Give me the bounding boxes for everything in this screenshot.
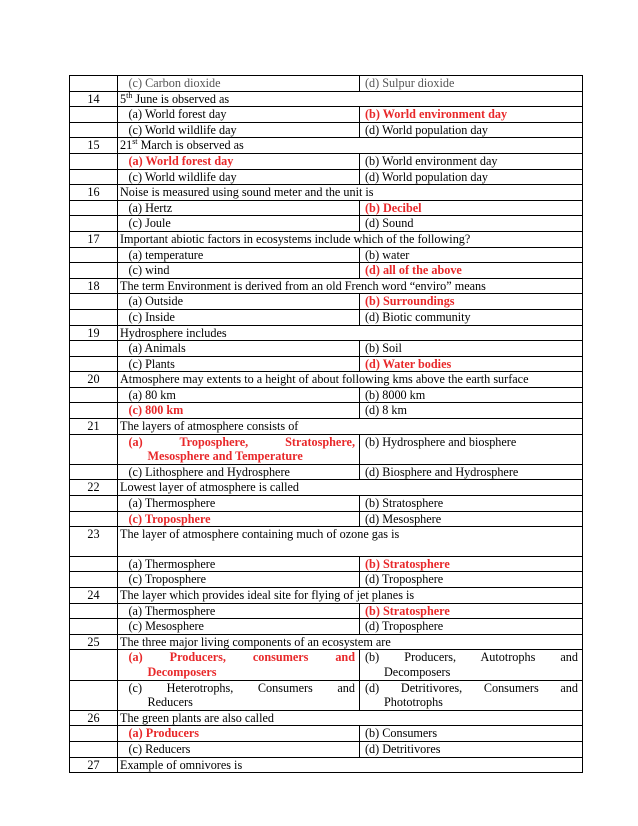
indent-cell — [118, 403, 125, 419]
option-cell — [125, 107, 360, 123]
answer-option: (d) Detritivores, Consumers and Phototrophs — [365, 680, 578, 710]
question-text: Hydrosphere includes — [118, 325, 583, 341]
question-row — [70, 185, 583, 201]
correct-answer-option: (b) Stratosphere — [365, 556, 450, 571]
indent-cell — [118, 263, 125, 279]
indent-cell — [118, 356, 125, 372]
option-row — [70, 356, 583, 372]
option-row — [70, 122, 583, 138]
answer-option: (a) 80 km — [128, 387, 176, 402]
answer-option: (c) Reducers — [128, 741, 191, 756]
question-text: Example of omnivores is — [118, 757, 583, 773]
option-cell — [360, 619, 583, 635]
option-cell — [360, 434, 583, 464]
question-number: 17 — [70, 231, 118, 247]
answer-option: (d) Sulpur dioxide — [365, 76, 455, 90]
question-date-rest: March is observed as — [137, 138, 244, 153]
option-cell — [360, 200, 583, 216]
option-cell — [360, 309, 583, 325]
option-row — [70, 680, 583, 710]
question-date-suffix: th — [126, 91, 133, 100]
number-column-cell — [70, 726, 118, 742]
option-cell — [125, 387, 360, 403]
number-column-cell — [70, 294, 118, 310]
answer-option: (b) Hydrosphere and biosphere — [365, 434, 517, 449]
question-number: 14 — [70, 91, 118, 107]
option-cell — [125, 650, 360, 680]
number-column-cell — [70, 341, 118, 357]
option-cell — [360, 169, 583, 185]
question-text: Lowest layer of atmosphere is called — [118, 480, 583, 496]
option-row — [70, 247, 583, 263]
answer-option: (c) Lithosphere and Hydrosphere — [128, 464, 290, 479]
option-row — [70, 263, 583, 279]
question-row — [70, 588, 583, 604]
answer-option: (d) World population day — [365, 169, 489, 184]
question-number: 21 — [70, 419, 118, 435]
answer-option: (a) Animals — [128, 341, 186, 356]
number-column-cell — [70, 263, 118, 279]
answer-option: (d) Troposphere — [365, 619, 444, 634]
answer-option: (b) World environment day — [365, 153, 498, 168]
question-number: 25 — [70, 634, 118, 650]
option-cell — [125, 216, 360, 232]
option-row — [70, 496, 583, 512]
indent-cell — [118, 603, 125, 619]
answer-option: (c) Carbon dioxide — [128, 76, 221, 90]
option-cell — [360, 294, 583, 310]
option-row — [70, 169, 583, 185]
indent-cell — [118, 200, 125, 216]
option-row — [70, 403, 583, 419]
number-column-cell — [70, 650, 118, 680]
option-row — [70, 200, 583, 216]
number-column-cell — [70, 511, 118, 527]
option-cell — [125, 680, 360, 710]
correct-answer-option: (b) Decibel — [365, 200, 422, 215]
correct-answer-option: (a) Troposphere, Stratosphere, Mesosphere and Temperature — [128, 434, 355, 464]
option-row — [70, 650, 583, 680]
number-column-cell — [70, 387, 118, 403]
number-column-cell — [70, 464, 118, 480]
option-cell — [125, 169, 360, 185]
answer-option: (c) Troposphere — [128, 572, 207, 587]
answer-option: (c) World wildlife day — [128, 169, 237, 184]
question-text: The layers of atmosphere consists of — [118, 419, 583, 435]
question-row — [70, 231, 583, 247]
correct-answer-option: (b) Surroundings — [365, 294, 455, 309]
option-row — [70, 107, 583, 123]
option-cell — [360, 464, 583, 480]
question-text — [118, 138, 583, 154]
option-cell — [360, 263, 583, 279]
option-cell — [125, 572, 360, 588]
option-cell — [125, 263, 360, 279]
option-cell — [125, 247, 360, 263]
option-cell — [125, 341, 360, 357]
correct-answer-option: (b) World environment day — [365, 107, 508, 122]
option-row — [70, 572, 583, 588]
answer-option: (b) Producers, Autotrophs and Decomposers — [365, 650, 578, 679]
option-row — [70, 434, 583, 464]
answer-option: (d) Detritivores — [365, 741, 441, 756]
option-cell — [360, 403, 583, 419]
option-cell — [360, 387, 583, 403]
answer-option: (d) Troposphere — [365, 572, 444, 587]
question-row — [70, 91, 583, 107]
option-cell — [125, 356, 360, 372]
option-row — [70, 464, 583, 480]
question-number: 19 — [70, 325, 118, 341]
question-row — [70, 138, 583, 154]
answer-option: (d) Mesosphere — [365, 511, 442, 526]
option-cell — [125, 496, 360, 512]
number-column-cell — [70, 107, 118, 123]
indent-cell — [118, 107, 125, 123]
option-cell — [360, 107, 583, 123]
indent-cell — [118, 556, 125, 572]
answer-option: (d) World population day — [365, 122, 489, 137]
answer-option: (c) wind — [128, 263, 170, 278]
answer-option: (c) Plants — [128, 356, 175, 371]
answer-option: (a) Hertz — [128, 200, 173, 215]
number-column-cell — [70, 741, 118, 757]
number-column-cell — [70, 356, 118, 372]
number-column-cell — [70, 603, 118, 619]
option-row — [70, 741, 583, 757]
question-number: 27 — [70, 757, 118, 773]
question-row — [70, 419, 583, 435]
indent-cell — [118, 434, 125, 464]
indent-cell — [118, 680, 125, 710]
correct-answer-option: (c) Troposphere — [128, 511, 211, 526]
number-column-cell — [70, 169, 118, 185]
option-cell — [360, 556, 583, 572]
indent-cell — [118, 726, 125, 742]
indent-cell — [118, 496, 125, 512]
answer-option: (b) Stratosphere — [365, 496, 444, 511]
indent-cell — [118, 619, 125, 635]
option-cell — [125, 309, 360, 325]
number-column-cell — [70, 496, 118, 512]
question-number: 26 — [70, 710, 118, 726]
option-cell — [360, 122, 583, 138]
answer-option: (a) Thermosphere — [128, 603, 216, 618]
number-column-cell — [70, 247, 118, 263]
question-number: 15 — [70, 138, 118, 154]
answer-option: (a) Thermosphere — [128, 556, 216, 571]
option-cell — [360, 247, 583, 263]
indent-cell — [118, 247, 125, 263]
question-date-rest: June is observed as — [132, 91, 230, 106]
correct-answer-option: (a) World forest day — [128, 153, 234, 168]
number-column-cell — [70, 122, 118, 138]
option-cell — [360, 341, 583, 357]
answer-option: (a) Outside — [128, 294, 183, 309]
number-column-cell — [70, 556, 118, 572]
answer-option: (a) World forest day — [128, 107, 227, 122]
number-column-cell — [70, 200, 118, 216]
indent-cell — [118, 464, 125, 480]
option-cell — [125, 76, 360, 92]
answer-option: (c) Mesosphere — [128, 619, 204, 634]
indent-cell — [118, 341, 125, 357]
question-text: The layer which provides ideal site for flying of jet planes is — [118, 588, 583, 604]
number-column-cell — [70, 153, 118, 169]
correct-answer-option: (a) Producers, consumers and Decomposers — [128, 650, 355, 679]
answer-option: (c) Heterotrophs, Consumers and Reducers — [128, 680, 355, 710]
answer-option: (d) Biosphere and Hydrosphere — [365, 464, 519, 479]
option-cell — [125, 556, 360, 572]
option-cell — [125, 726, 360, 742]
option-cell — [125, 603, 360, 619]
correct-answer-option: (b) Stratosphere — [365, 603, 450, 618]
option-cell — [125, 294, 360, 310]
question-number: 24 — [70, 588, 118, 604]
indent-cell — [118, 153, 125, 169]
option-cell — [360, 216, 583, 232]
indent-cell — [118, 122, 125, 138]
question-text: Noise is measured using sound meter and the unit is — [118, 185, 583, 201]
option-row — [70, 294, 583, 310]
answer-option: (a) temperature — [128, 247, 204, 262]
number-column-cell — [70, 216, 118, 232]
question-row — [70, 372, 583, 388]
option-cell — [360, 496, 583, 512]
option-cell — [125, 741, 360, 757]
correct-answer-option: (a) Producers — [128, 726, 200, 741]
option-row — [70, 153, 583, 169]
question-row — [70, 480, 583, 496]
option-cell — [360, 153, 583, 169]
answer-option: (b) 8000 km — [365, 387, 426, 402]
answer-option: (d) Biotic community — [365, 309, 471, 324]
question-text: The term Environment is derived from an old French word “enviro” means — [118, 278, 583, 294]
question-number: 18 — [70, 278, 118, 294]
indent-cell — [118, 169, 125, 185]
option-row — [70, 216, 583, 232]
question-date-number: 21 — [120, 138, 133, 153]
option-cell — [125, 200, 360, 216]
answer-option: (d) 8 km — [365, 403, 407, 418]
number-column-cell — [70, 434, 118, 464]
answer-option: (a) Thermosphere — [128, 496, 216, 511]
indent-cell — [118, 387, 125, 403]
option-cell — [125, 122, 360, 138]
question-text: The green plants are also called — [118, 710, 583, 726]
option-row — [70, 726, 583, 742]
number-column-cell — [70, 572, 118, 588]
option-cell — [360, 356, 583, 372]
correct-answer-option: (d) Water bodies — [365, 356, 452, 371]
answer-option: (b) water — [365, 247, 410, 262]
question-date-suffix: st — [132, 137, 138, 147]
indent-cell — [118, 294, 125, 310]
question-text: Atmosphere may extents to a height of about following kms above the earth surface — [118, 372, 583, 388]
option-cell — [125, 403, 360, 419]
option-cell — [360, 680, 583, 710]
option-cell — [125, 511, 360, 527]
answer-option: (b) Soil — [365, 341, 402, 356]
option-cell — [360, 76, 583, 92]
option-cell — [125, 434, 360, 464]
indent-cell — [118, 76, 125, 92]
quiz-table — [69, 75, 583, 773]
question-row — [70, 710, 583, 726]
option-row — [70, 511, 583, 527]
question-text — [118, 91, 583, 107]
indent-cell — [118, 216, 125, 232]
option-row — [70, 387, 583, 403]
option-cell — [125, 464, 360, 480]
question-row — [70, 757, 583, 773]
indent-cell — [118, 741, 125, 757]
question-date-number: 5 — [120, 91, 127, 106]
option-row — [70, 309, 583, 325]
correct-answer-option: (d) all of the above — [365, 263, 462, 278]
indent-cell — [118, 511, 125, 527]
question-text: The three major living components of an ecosystem are — [118, 634, 583, 650]
option-row — [70, 341, 583, 357]
answer-option: (d) Sound — [365, 216, 414, 231]
indent-cell — [118, 650, 125, 680]
question-number: 23 — [70, 527, 118, 557]
option-cell — [360, 650, 583, 680]
option-row — [70, 619, 583, 635]
indent-cell — [118, 572, 125, 588]
question-row — [70, 634, 583, 650]
question-row — [70, 278, 583, 294]
answer-option: (c) Joule — [128, 216, 171, 231]
indent-cell — [118, 309, 125, 325]
correct-answer-option: (c) 800 km — [128, 403, 184, 418]
question-row — [70, 527, 583, 557]
option-cell — [125, 619, 360, 635]
question-row — [70, 325, 583, 341]
option-cell — [360, 741, 583, 757]
question-number: 22 — [70, 480, 118, 496]
answer-option: (c) Inside — [128, 309, 175, 324]
answer-option: (b) Consumers — [365, 726, 438, 741]
question-text: The layer of atmosphere containing much of ozone gas is — [118, 527, 583, 557]
question-text: Important abiotic factors in ecosystems include which of the following? — [118, 231, 583, 247]
number-column-cell — [70, 619, 118, 635]
option-cell — [360, 572, 583, 588]
question-number: 20 — [70, 372, 118, 388]
answer-option: (c) World wildlife day — [128, 122, 237, 137]
option-row — [70, 556, 583, 572]
number-column-cell — [70, 76, 118, 92]
option-cell — [360, 511, 583, 527]
question-number: 16 — [70, 185, 118, 201]
number-column-cell — [70, 680, 118, 710]
number-column-cell — [70, 309, 118, 325]
option-row — [70, 603, 583, 619]
option-cell — [125, 153, 360, 169]
option-cell — [360, 603, 583, 619]
option-row — [70, 76, 583, 92]
number-column-cell — [70, 403, 118, 419]
option-cell — [360, 726, 583, 742]
